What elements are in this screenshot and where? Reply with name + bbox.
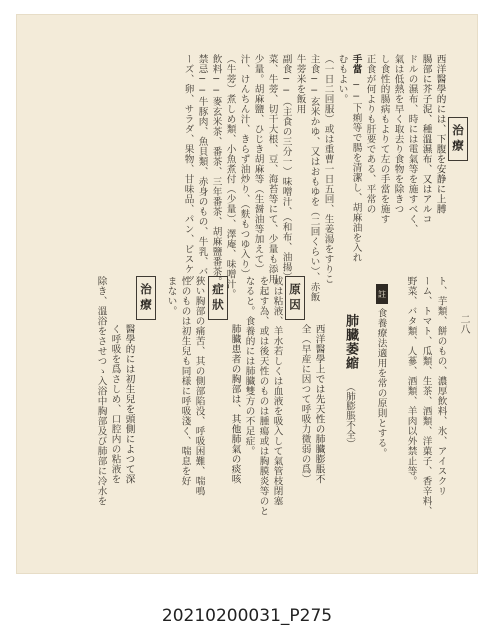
text-column: 菜、牛蒡、切干大根、豆、海苔等にて、少量も添用	[266, 54, 278, 284]
text-column: （一日二回服）或は重曹一日五回、生姜湯をすりこ	[322, 54, 334, 284]
document-page	[16, 14, 478, 574]
text-column: ト、芋類、餅のもの、濃厚飲料、氷、アイスクリ	[435, 276, 447, 496]
text-column: ーズ、卵、サラダ、果物、甘味品、パン、ビスケッ	[182, 54, 194, 284]
text-column: 汁、けんちん汁、きらず油炒り、（麩もつゆ入り）	[238, 54, 250, 280]
heading-treatment: 治療	[448, 117, 468, 161]
text-column: 副食──（主食の三分一）味噌汁、（和布、油揚）	[280, 54, 292, 282]
text-column: 或は粘液、羊水若しくは血液を吸入して氣管枝閉塞	[271, 276, 283, 506]
text-column: むもよい。	[336, 54, 348, 104]
text-column: （牛蒡）煮しめ類、小魚煮付（少量）、澤庵、味噌汁。	[224, 54, 236, 300]
text-column: 禁忌──牛豚肉、魚貝類、赤身のもの、牛乳、バ	[196, 54, 208, 277]
text-column: 正食が何よりも肝要である、平常の	[364, 54, 376, 214]
text-column: 少量。胡麻鹽、ひじき胡麻等（生醤油等加えて）	[252, 54, 264, 274]
text-column: まない。	[165, 276, 177, 316]
page-number: 二八	[458, 314, 469, 334]
text-column: 狹い胸部の痛苦、其の側部陷没、呼吸困難、喘鳴	[193, 276, 205, 496]
text-column: 醫學的には初生兒を頭側によつて深	[123, 324, 135, 484]
text-column: 氣は低熱を早く取去り食物を除きつ	[392, 54, 404, 214]
text-column: ドルの濕布、時には電氣等を施すべく、	[406, 54, 418, 234]
text-column: 腸部に芥子泥、種溫濕布、又はアルコ	[420, 54, 432, 224]
text-column: し食性的腸病もよりて左の手當を施す	[378, 54, 390, 224]
text-column: を起す為、或は後天性のものは腫瘍或は胸膜炎等のと	[257, 276, 269, 516]
note-badge: 註	[376, 284, 388, 304]
text-column: 主食──玄米かゆ、又はおもゆを（二回くらい）、赤飯	[308, 54, 320, 302]
text-column: 西洋醫學的には、下腹を安静に上膊	[434, 54, 446, 214]
text-column: く呼吸を爲さしめ、口腔内の粘液を	[109, 324, 121, 484]
text-column: なると。食養的には肺臓雙方の不足症。	[243, 276, 255, 456]
section-title: 肺臓萎縮	[343, 314, 358, 370]
text-column: 性のものは初生兒も同様に呼吸淺く、喘息を好	[179, 276, 191, 486]
text-column: 食養療法適用を常の原則とする。	[375, 308, 387, 458]
heading-symptom: 症狀	[208, 276, 228, 320]
heading-cause: 原因	[285, 276, 305, 320]
text-column: 野菜、バタ類、人蔘、酒類、羊肉以外禁止等。	[405, 276, 417, 486]
text-column: 飲料──麥玄米茶、番茶、三年番茶、胡麻鹽番茶。	[210, 54, 222, 287]
text-column: 牛蒡米を飯用	[294, 54, 306, 114]
text-column: ーム、トマト、瓜類、生茶、酒類、洋菓子、香辛料、	[420, 276, 432, 516]
text-column: 全（早産に因つて呼吸力微弱の爲）	[299, 324, 311, 484]
heading-treatment-2: 治療	[136, 276, 156, 320]
text-column: 肺臓患者の胸部は、其他肺氣の痰咳	[229, 324, 241, 484]
subheading-standard: 手當	[350, 54, 362, 74]
image-caption: 20210200031_P275	[161, 606, 333, 626]
text-column: 西洋醫學上では先天性の肺臓膨脹不	[313, 324, 325, 484]
text-column: 除き、溫浴をさせつゝ入浴中胸部及び肺部に冷水を	[95, 276, 107, 506]
text-column: ──下痢等で腸を清潔し、胡麻油を入れ	[350, 80, 362, 263]
section-subtitle: （肺膨脹不全）	[344, 382, 355, 449]
